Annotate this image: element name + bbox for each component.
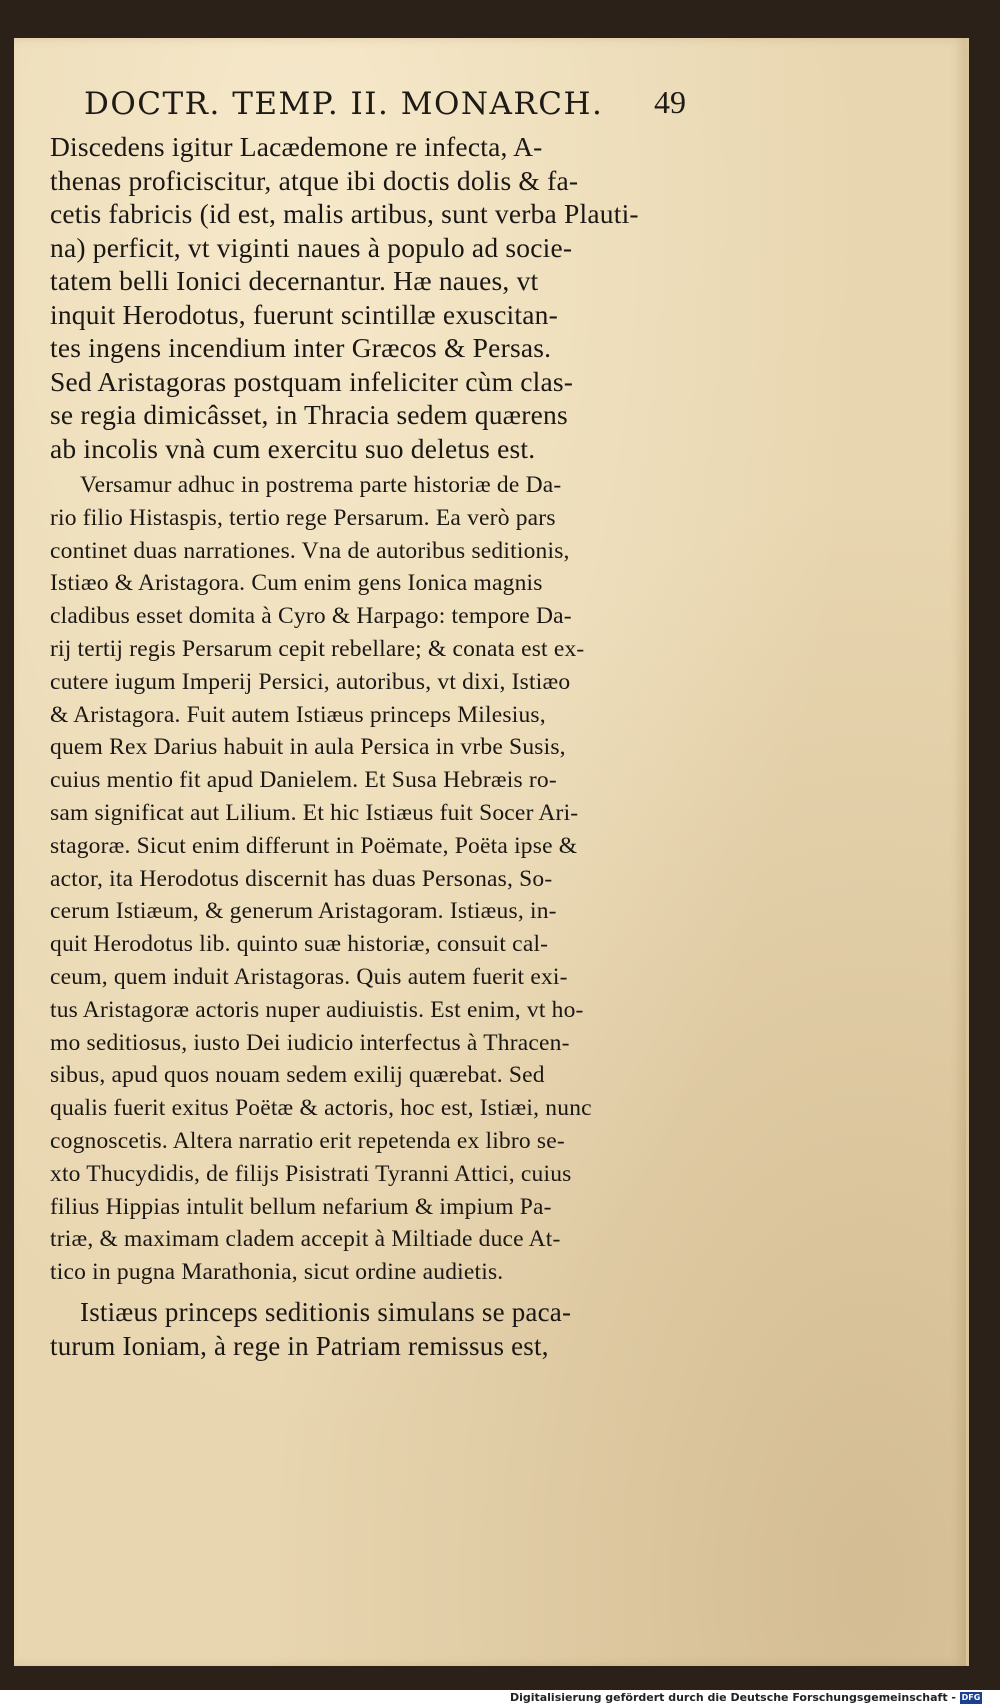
- body-text: [50, 130, 650, 1363]
- text-line: Versamur adhuc in postrema parte historiæ de Da-: [80, 472, 562, 498]
- text-line: sam significat aut Lilium. Et hic Istiæus fuit Socer Ari-: [50, 799, 579, 826]
- text-line: Istiæo & Aristagora. Cum enim gens Ionica magnis: [50, 570, 543, 597]
- text-line: cuius mentio fit apud Danielem. Et Susa Hebræis ro-: [50, 767, 557, 794]
- text-line: cutere iugum Imperij Persici, autoribus, vt dixi, Istiæo: [50, 668, 571, 695]
- text-line: tes ingens incendium inter Græcos & Persas.: [50, 332, 552, 363]
- dfg-logo-icon: DFG: [961, 1693, 981, 1702]
- text-line: ab incolis vnà cum exercitu suo deletus est.: [50, 432, 536, 464]
- text-line: cetis fabricis (id est, malis artibus, sunt verba Plauti-: [50, 198, 639, 229]
- footer-credit-text: Digitalisierung gefördert durch die Deutsche Forschungsgemeinschaft -: [509, 1691, 956, 1704]
- text-line: tus Aristagoræ actoris nuper audiuistis. Est enim, vt ho-: [50, 996, 584, 1023]
- footer-credit: [510, 1690, 982, 1706]
- paragraph-1: [50, 130, 650, 465]
- text-line: se regia dimicâsset, in Thracia sedem quærens: [50, 399, 568, 430]
- text-line: & Aristagora. Fuit autem Istiæus princeps Milesius,: [50, 701, 546, 728]
- book-page: [14, 38, 969, 1666]
- text-line: na) perficit, vt viginti naues à populo ad socie-: [50, 231, 573, 263]
- text-line: filius Hippias intulit bellum nefarium & impium Pa-: [50, 1193, 552, 1220]
- text-line: tico in pugna Marathonia, sicut ordine audietis.: [50, 1259, 504, 1286]
- text-line: Discedens igitur Lacædemone re infecta, A-: [50, 131, 543, 162]
- text-line: continet duas narrationes. Vna de autoribus seditionis,: [50, 537, 570, 564]
- text-line: actor, ita Herodotus discernit has duas Personas, So-: [50, 865, 553, 892]
- text-line: cladibus esset domita à Cyro & Harpago: tempore Da-: [50, 603, 572, 630]
- text-line: rio filio Histaspis, tertio rege Persarum. Ea verò pars: [50, 504, 556, 531]
- paragraph-3: [50, 1295, 650, 1363]
- text-line: sibus, apud quos nouam sedem exilij quærebat. Sed: [50, 1062, 545, 1089]
- page-number: 49: [654, 84, 686, 120]
- text-line: Sed Aristagoras postquam infeliciter cùm clas-: [50, 365, 574, 397]
- text-line: Istiæus princeps seditionis simulans se paca-: [80, 1296, 572, 1327]
- text-line: quit Herodotus lib. quinto suæ historiæ, consuit cal-: [50, 931, 549, 958]
- text-line: qualis fuerit exitus Poëtæ & actoris, hoc est, Istiæi, nunc: [50, 1095, 592, 1122]
- running-head: [84, 86, 704, 122]
- text-line: triæ, & maximam cladem accepit à Miltiade duce At-: [50, 1226, 561, 1253]
- text-line: mo seditiosus, iusto Dei iudicio interfectus à Thracen-: [50, 1029, 570, 1056]
- text-line: quem Rex Darius habuit in aula Persica in vrbe Susis,: [50, 734, 566, 761]
- text-line: cerum Istiæum, & generum Aristagoram. Istiæus, in-: [50, 898, 557, 925]
- text-line: turum Ioniam, à rege in Patriam remissus est,: [50, 1330, 549, 1361]
- text-line: thenas proficiscitur, atque ibi doctis dolis & fa-: [50, 164, 579, 196]
- text-line: ceum, quem induit Aristagoras. Quis autem fuerit exi-: [50, 963, 568, 990]
- text-line: rij tertij regis Persarum cepit rebellare; & conata est ex-: [50, 635, 585, 662]
- text-line: xto Thucydidis, de filijs Pisistrati Tyranni Attici, cuius: [50, 1160, 572, 1187]
- text-line: stagoræ. Sicut enim differunt in Poëmate, Poëta ipse &: [50, 832, 578, 859]
- text-line: cognoscetis. Altera narratio erit repetenda ex libro se-: [50, 1127, 565, 1154]
- running-head-title: DOCTR. TEMP. II. MONARCH.: [84, 86, 604, 122]
- text-line: inquit Herodotus, fuerunt scintillæ exuscitan-: [50, 298, 558, 330]
- paragraph-2: [50, 469, 650, 1289]
- text-line: tatem belli Ionici decernantur. Hæ naues, vt: [50, 265, 539, 296]
